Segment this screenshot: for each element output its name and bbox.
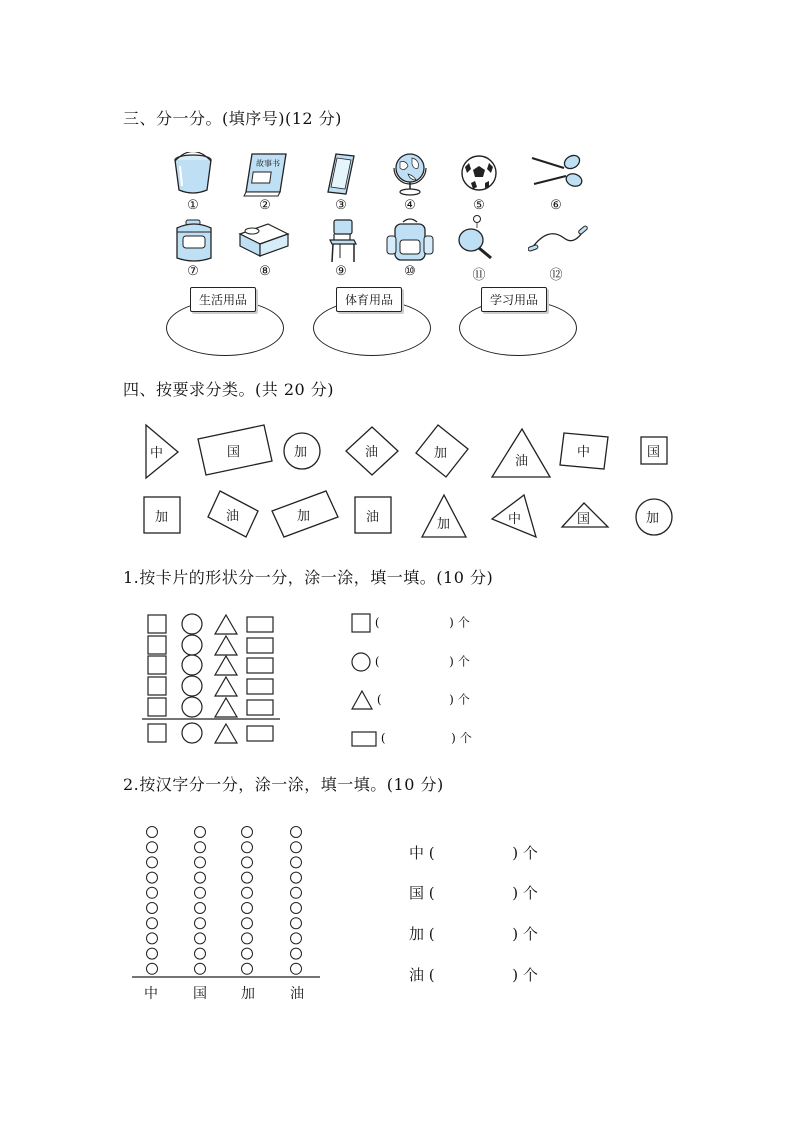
tally-bubble	[147, 963, 158, 974]
tally-square	[148, 677, 166, 695]
tally-circle	[182, 723, 202, 743]
answer-row-you	[409, 964, 538, 985]
item-number: ①	[187, 198, 199, 213]
open-paren: (	[428, 966, 435, 984]
tally-bubble	[195, 933, 206, 944]
answer-row-guo	[409, 882, 538, 903]
tally-rectangle	[247, 700, 273, 715]
tally-bubble	[147, 872, 158, 883]
tally-bubble	[195, 872, 206, 883]
shape-tally-grid[interactable]	[140, 612, 285, 752]
ping-pong-icon	[457, 214, 497, 264]
card-triangle	[492, 495, 536, 537]
open-paren: (	[380, 731, 386, 745]
tally-square	[148, 698, 166, 716]
triangle-icon	[351, 690, 373, 710]
card-text: 加	[297, 509, 311, 524]
tally-bubble	[147, 948, 158, 959]
answer-row-square	[351, 613, 470, 633]
card-text: 国	[227, 445, 241, 460]
tally-bubble	[242, 842, 253, 853]
column-label: 加	[241, 986, 255, 1002]
tally-circle	[182, 676, 202, 696]
answer-row-jia	[409, 923, 538, 944]
part2-title: 2.按汉字分一分，涂一涂，填一填。(10 分)	[123, 775, 444, 794]
unit: 个	[457, 654, 470, 669]
backpack-icon	[385, 216, 435, 268]
unit: 个	[522, 925, 538, 943]
card-circle	[636, 499, 672, 535]
close-paren: )	[449, 692, 454, 707]
tally-triangle	[215, 636, 237, 655]
item-number: ⑤	[473, 198, 485, 213]
tally-rectangle	[247, 726, 273, 741]
rice-cooker-icon	[173, 218, 215, 268]
card-triangle	[422, 495, 466, 537]
tally-bubble	[291, 918, 302, 929]
open-paren: (	[428, 844, 435, 862]
tally-bubble	[291, 933, 302, 944]
card-text: 国	[647, 445, 661, 460]
answer-char: 国	[409, 884, 425, 902]
item-number: ⑩	[404, 264, 416, 279]
tally-circle	[182, 614, 202, 634]
tally-bubble	[195, 887, 206, 898]
item-number: ④	[404, 198, 416, 213]
category-label-sports: 体育用品	[336, 287, 402, 312]
open-paren: (	[376, 692, 382, 707]
card-triangle	[562, 503, 608, 527]
card-text: 中	[150, 446, 164, 461]
card-text: 国	[577, 512, 591, 527]
answer-row-zhong	[409, 842, 538, 863]
card-text: 油	[365, 445, 379, 460]
globe-icon	[390, 150, 430, 200]
column-label: 中	[144, 986, 158, 1002]
unit: 个	[522, 844, 538, 862]
answer-char: 油	[409, 966, 425, 984]
tally-bubble	[242, 963, 253, 974]
section4-title: 四、按要求分类。(共 20 分)	[123, 380, 335, 399]
tally-bubble	[242, 827, 253, 838]
bed-icon	[238, 222, 290, 262]
close-paren: )	[512, 966, 519, 984]
item-number: ⑨	[335, 264, 347, 279]
unit: 个	[457, 692, 470, 707]
char-tally-grid[interactable]	[130, 822, 325, 982]
jump-rope-icon	[528, 224, 588, 258]
answer-char: 中	[409, 844, 425, 862]
open-paren: (	[428, 925, 435, 943]
card-rectangle	[560, 433, 608, 469]
square-icon	[351, 613, 371, 633]
item-number: ⑦	[187, 264, 199, 279]
tally-circle	[182, 635, 202, 655]
card-square	[641, 437, 667, 464]
shape-cards	[130, 415, 690, 545]
column-label: 国	[193, 986, 207, 1002]
card-text: 油	[226, 509, 240, 524]
card-rectangle	[208, 491, 258, 537]
open-paren: (	[428, 884, 435, 902]
item-number: ③	[335, 198, 347, 213]
card-rectangle	[272, 491, 338, 537]
tally-bubble	[291, 827, 302, 838]
tally-bubble	[242, 933, 253, 944]
tally-bubble	[291, 872, 302, 883]
card-triangle	[146, 425, 178, 478]
answer-char: 加	[409, 925, 425, 943]
open-paren: (	[374, 654, 380, 669]
card-text: 加	[437, 517, 451, 532]
card-square	[346, 427, 398, 475]
unit: 个	[459, 731, 472, 745]
card-text: 中	[508, 512, 522, 527]
close-paren: )	[512, 925, 519, 943]
tally-bubble	[147, 827, 158, 838]
answer-row-rectangle	[351, 729, 472, 748]
close-paren: )	[512, 844, 519, 862]
tally-bubble	[242, 918, 253, 929]
item-number: ⑧	[259, 264, 271, 279]
tally-bubble	[291, 948, 302, 959]
card-text: 中	[577, 445, 591, 460]
tally-bubble	[291, 842, 302, 853]
tally-bubble	[242, 872, 253, 883]
card-rectangle	[198, 425, 272, 475]
close-paren: )	[449, 654, 454, 669]
card-text: 油	[366, 510, 380, 525]
answer-row-circle	[351, 652, 470, 672]
tally-rectangle	[247, 658, 273, 673]
card-text: 加	[294, 445, 308, 460]
tally-bubble	[242, 857, 253, 868]
tally-bubble	[291, 887, 302, 898]
card-triangle	[492, 429, 550, 477]
tally-bubble	[147, 857, 158, 868]
bucket-icon	[172, 152, 214, 200]
answer-row-triangle	[351, 690, 470, 710]
item-number: ⑥	[550, 198, 562, 213]
tally-bubble	[291, 857, 302, 868]
tally-bubble	[147, 903, 158, 914]
storybook-cover-text: 故事书	[256, 159, 280, 168]
tally-bubble	[195, 963, 206, 974]
close-paren: )	[451, 731, 456, 745]
tally-rectangle	[247, 679, 273, 694]
card-circle	[284, 433, 320, 469]
part1-title: 1.按卡片的形状分一分，涂一涂，填一填。(10 分)	[123, 568, 494, 587]
category-label-daily: 生活用品	[190, 287, 256, 312]
rectangle-icon	[351, 730, 377, 748]
tally-bubble	[195, 842, 206, 853]
column-label: 油	[290, 986, 304, 1002]
unit: 个	[522, 884, 538, 902]
card-text: 油	[515, 454, 529, 469]
tally-triangle	[215, 615, 237, 634]
close-paren: )	[449, 615, 454, 630]
tally-bubble	[242, 903, 253, 914]
item-number: ⑫	[549, 268, 563, 283]
tally-square	[148, 636, 166, 654]
tally-rectangle	[247, 638, 273, 653]
tally-square	[148, 656, 166, 674]
card-text: 加	[434, 446, 448, 461]
tally-triangle	[215, 677, 237, 696]
unit: 个	[457, 615, 470, 630]
tally-bubble	[195, 857, 206, 868]
tally-square	[148, 724, 166, 742]
tally-bubble	[147, 933, 158, 944]
tally-bubble	[147, 887, 158, 898]
item-number: ②	[259, 198, 271, 213]
item-number: ⑪	[472, 268, 486, 283]
tally-triangle	[215, 724, 237, 743]
tally-bubble	[242, 887, 253, 898]
category-label-study: 学习用品	[481, 287, 547, 312]
close-paren: )	[512, 884, 519, 902]
card-square	[355, 497, 391, 533]
tally-rectangle	[247, 617, 273, 632]
card-square	[144, 497, 180, 533]
tally-circle	[182, 697, 202, 717]
card-text: 加	[646, 511, 660, 526]
tally-triangle	[215, 656, 237, 675]
circle-icon	[351, 652, 371, 672]
tally-bubble	[291, 903, 302, 914]
card-text: 加	[155, 510, 169, 525]
soccer-ball-icon	[459, 153, 499, 197]
tally-bubble	[195, 918, 206, 929]
unit: 个	[522, 966, 538, 984]
scissors-icon	[528, 152, 584, 198]
phone-icon	[326, 152, 356, 200]
tally-circle	[182, 655, 202, 675]
storybook-icon	[242, 152, 290, 202]
tally-bubble	[195, 948, 206, 959]
tally-bubble	[195, 827, 206, 838]
tally-square	[148, 615, 166, 633]
tally-bubble	[195, 903, 206, 914]
card-square	[416, 425, 468, 477]
chair-icon	[326, 218, 358, 268]
tally-bubble	[242, 948, 253, 959]
tally-bubble	[147, 918, 158, 929]
tally-bubble	[147, 842, 158, 853]
open-paren: (	[374, 615, 380, 630]
tally-triangle	[215, 698, 237, 717]
section3-title: 三、分一分。(填序号)(12 分)	[123, 109, 342, 128]
tally-bubble	[291, 963, 302, 974]
